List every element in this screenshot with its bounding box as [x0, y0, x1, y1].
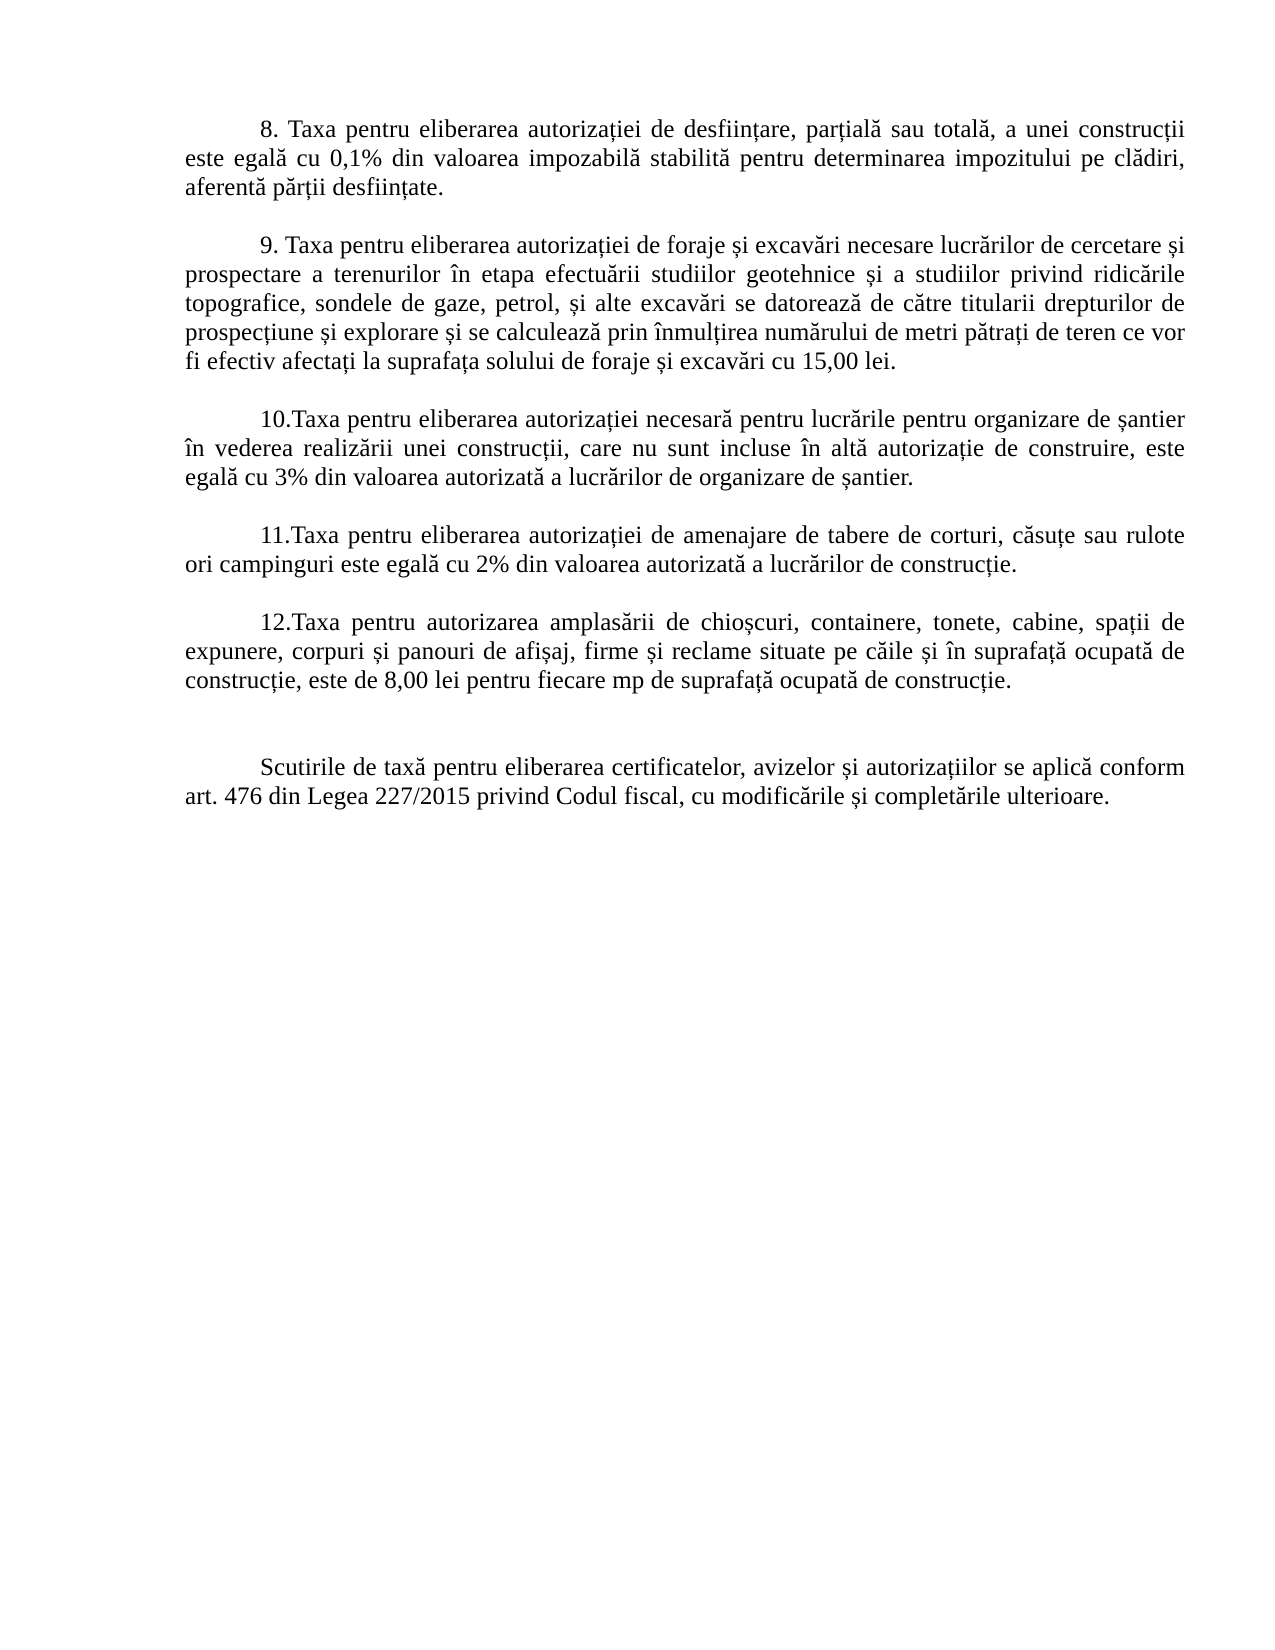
- closing-paragraph-exemptions: Scutirile de taxă pentru eliberarea certificatelor, avizelor și autorizațiilor se aplică conform art. 476 din Legea 227/2015 privind Codul fiscal, cu modificările și completările ulterioare.: [185, 754, 1185, 810]
- paragraph-item-11: 11.Taxa pentru eliberarea autorizației de amenajare de tabere de corturi, căsuțe sau rulote ori campinguri este egală cu 2% din valoarea autorizată a lucrărilor de construcție.: [185, 522, 1185, 578]
- paragraph-item-9: 9. Taxa pentru eliberarea autorizației de foraje și excavări necesare lucrărilor de cercetare și prospectare a terenurilor în etapa efectuării studiilor geotehnice și a studiilor privind ridicările topografice, sondele de gaze, petrol, și alte excavări se datorează de către titularii drepturilor de prospecțiune și explorare și se calculează prin înmulțirea numărului de metri pătrați de teren ce vor fi efectiv afectați la suprafața solului de foraje și excavări cu 15,00 lei.: [185, 232, 1185, 375]
- paragraph-item-12: 12.Taxa pentru autorizarea amplasării de chioșcuri, containere, tonete, cabine, spații de expunere, corpuri și panouri de afișaj, firme și reclame situate pe căile și în suprafață ocupată de construcție, este de 8,00 lei pentru fiecare mp de suprafață ocupată de construcție.: [185, 609, 1185, 694]
- document-body: [185, 115, 1185, 811]
- paragraph-item-8: 8. Taxa pentru eliberarea autorizației de desființare, parțială sau totală, a unei construcții este egală cu 0,1% din valoarea impozabilă stabilită pentru determinarea impozitului pe clădiri, aferentă părții desființate.: [185, 116, 1185, 201]
- paragraph-item-10: 10.Taxa pentru eliberarea autorizației necesară pentru lucrările pentru organizare de șantier în vederea realizării unei construcții, care nu sunt incluse în altă autorizație de construire, este egală cu 3% din valoarea autorizată a lucrărilor de organizare de șantier.: [185, 406, 1185, 491]
